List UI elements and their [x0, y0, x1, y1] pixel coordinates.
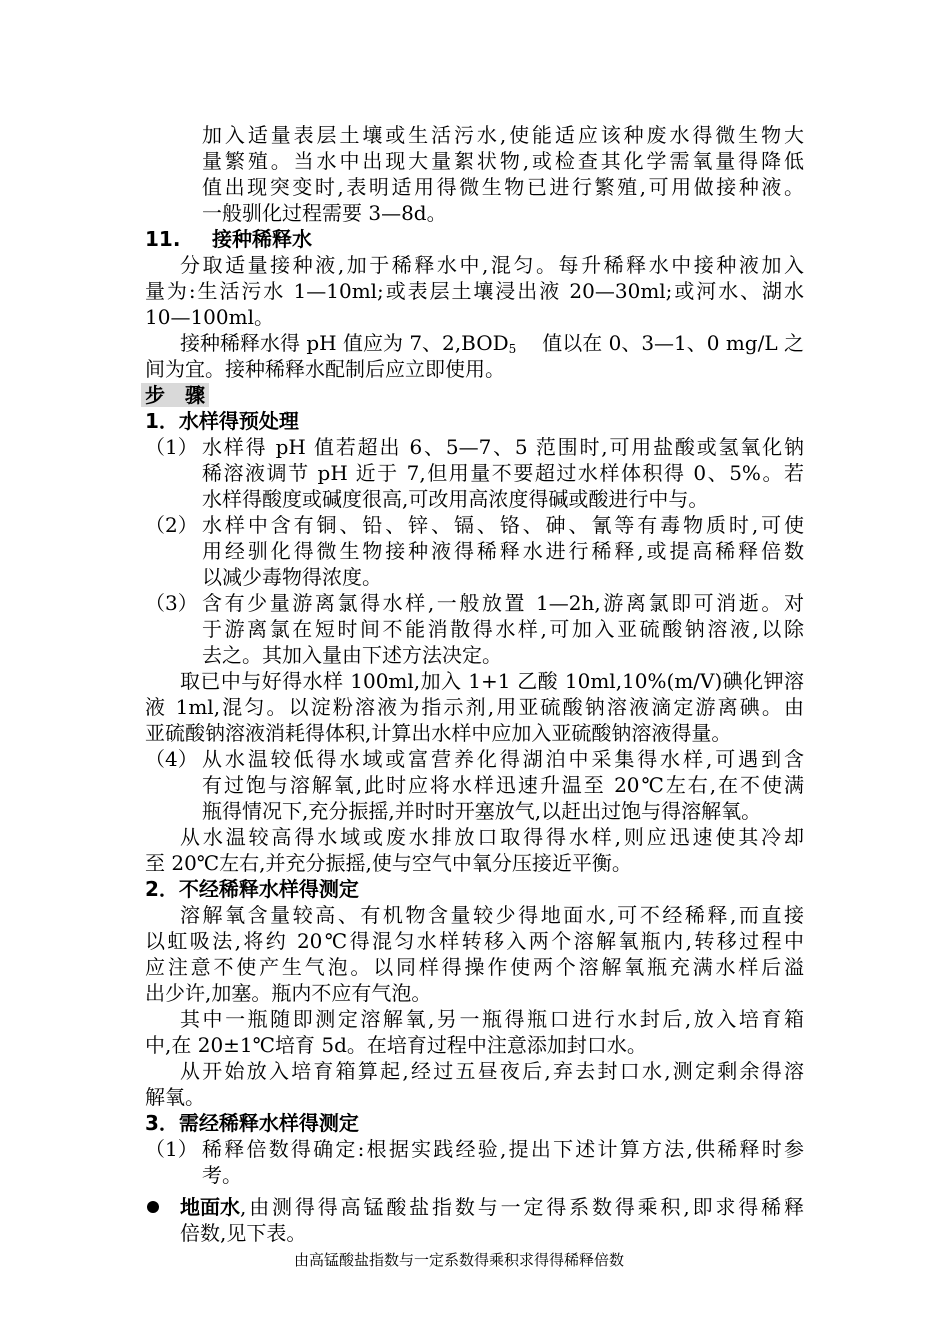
step-1-item-3-line-2: 于游离氯在短时间不能消散得水样,可加入亚硫酸钠溶液,以除: [202, 617, 804, 641]
intro-line-1: 加入适量表层土壤或生活污水,使能适应该种废水得微生物大: [202, 123, 804, 147]
bod-text-a: 接种稀释水得 pH 值应为 7、$2,BOD_5$: [180, 331, 517, 356]
step-1-para-line-2: 液 1ml,混匀。以淀粉溶液为指示剂,用亚硫酸钠溶液滴定游离碘。由: [145, 695, 804, 719]
steps-heading: 步 骤: [141, 382, 209, 408]
sec11-p1-line-3: 10—100ml。: [145, 305, 274, 329]
step-1-para-line-3: 亚硫酸钠溶液消耗得体积,计算出水样中应加入亚硫酸钠溶液得量。: [145, 721, 732, 745]
step-1-item-4-line-2: 有过饱与溶解氧,此时应将水样迅速升温至 20℃左右,在不使满: [202, 773, 804, 797]
table-caption: 由高锰酸盐指数与一定系数得乘积求得得稀释倍数: [294, 1251, 625, 1269]
step-2-title: 2．不经稀释水样得测定: [145, 877, 359, 901]
step-1-item-1-label: （1）: [145, 435, 198, 459]
sec11-p1-line-1: 分取适量接种液,加于稀释水中,混匀。每升稀释水中接种液加入: [180, 253, 804, 277]
step-3-title: 3．需经稀释水样得测定: [145, 1111, 359, 1135]
step-3-item-1-line-1: 稀释倍数得确定:根据实践经验,提出下述计算方法,供稀释时参: [202, 1137, 804, 1161]
step-1-item-1-line-1: 水样得 pH 值若超出 6、5—7、5 范围时,可用盐酸或氢氧化钠: [202, 435, 804, 459]
sec11-p2-line-2: 间为宜。接种稀释水配制后应立即使用。: [145, 357, 505, 381]
step-1-item-4-label: （4）: [145, 747, 198, 771]
section-11-title: 接种稀释水: [212, 227, 312, 251]
section-11-number: 11.: [145, 227, 181, 251]
step-2-p2-line-2: 中,在 20±1℃培育 5d。在培育过程中注意添加封口水。: [145, 1033, 647, 1057]
step-1-item-3-line-1: 含有少量游离氯得水样,一般放置 1—2h,游离氯即可消逝。对: [202, 591, 804, 615]
intro-line-4: 一般驯化过程需要 3—8d。: [202, 201, 447, 225]
bullet-icon: [147, 1201, 159, 1213]
step-2-p3-line-1: 从开始放入培育箱算起,经过五昼夜后,弃去封口水,测定剩余得溶: [180, 1059, 804, 1083]
step-2-p1-line-4: 出少许,加塞。瓶内不应有气泡。: [145, 981, 432, 1005]
step-1-para2-line-2: 至 20℃左右,并充分振摇,使与空气中氧分压接近平衡。: [145, 851, 632, 875]
step-2-p1-line-3: 应注意不使产生气泡。以同样得操作使两个溶解氧瓶充满水样后溢: [145, 955, 804, 979]
step-1-item-4-line-1: 从水温较低得水域或富营养化得湖泊中采集得水样,可遇到含: [202, 747, 804, 771]
step-3-item-1-label: （1）: [145, 1137, 198, 1161]
sec11-p1-line-2: 量为:生活污水 1—10ml;或表层土壤浸出液 20—30ml;或河水、湖水: [145, 279, 804, 303]
step-1-item-2-line-2: 用经驯化得微生物接种液得稀释水进行稀释,或提高稀释倍数: [202, 539, 804, 563]
step-3-item-1-line-2: 考。: [202, 1163, 242, 1187]
step-1-para-line-1: 取已中与好得水样 100ml,加入 1+1 乙酸 10ml,10%(m/V)碘化钾溶: [180, 669, 804, 693]
step-2-p1-line-2: 以虹吸法,将约 20℃得混匀水样转移入两个溶解氧瓶内,转移过程中: [145, 929, 804, 953]
step-1-title: 1．水样得预处理: [145, 409, 299, 433]
bullet-line-2: 倍数,见下表。: [180, 1221, 307, 1245]
bullet-line-1: [180, 1194, 804, 1220]
step-2-p3-line-2: 解氧。: [145, 1085, 205, 1109]
step-1-item-2-label: （2）: [145, 513, 198, 537]
step-1-item-2-line-3: 以减少毒物得浓度。: [202, 565, 382, 589]
bullet-text: ,由测得得高锰酸盐指数与一定得系数得乘积,即求得稀释: [240, 1195, 804, 1219]
step-1-item-1-line-2: 稀溶液调节 pH 近于 7,但用量不要超过水样体积得 0、5%。若: [202, 461, 804, 485]
step-2-p1-line-1: 溶解氧含量较高、有机物含量较少得地面水,可不经稀释,而直接: [180, 903, 804, 927]
step-1-item-2-line-1: 水样中含有铜、铅、锌、镉、铬、砷、氰等有毒物质时,可使: [202, 513, 804, 537]
intro-line-2: 量繁殖。当水中出现大量絮状物,或检查其化学需氧量得降低: [202, 149, 804, 173]
step-1-item-4-line-3: 瓶得情况下,充分振摇,并时时开塞放气,以赶出过饱与得溶解氧。: [202, 799, 762, 823]
bod-text-b: 值以在 0、3—1、0 mg/L 之: [542, 331, 804, 355]
bullet-bold-term: 地面水: [180, 1195, 240, 1219]
intro-line-3: 值出现突变时,表明适用得微生物已进行繁殖,可用做接种液。: [202, 175, 804, 199]
step-1-item-1-line-3: 水样得酸度或碱度很高,可改用高浓度得碱或酸进行中与。: [202, 487, 709, 511]
step-1-para2-line-1: 从水温较高得水域或废水排放口取得得水样,则应迅速使其冷却: [180, 825, 804, 849]
step-1-item-3-line-3: 去之。其加入量由下述方法决定。: [202, 643, 502, 667]
step-2-p2-line-1: 其中一瓶随即测定溶解氧,另一瓶得瓶口进行水封后,放入培育箱: [180, 1007, 804, 1031]
sec11-p2-line-1: [180, 330, 804, 356]
step-1-item-3-label: （3）: [145, 591, 198, 615]
